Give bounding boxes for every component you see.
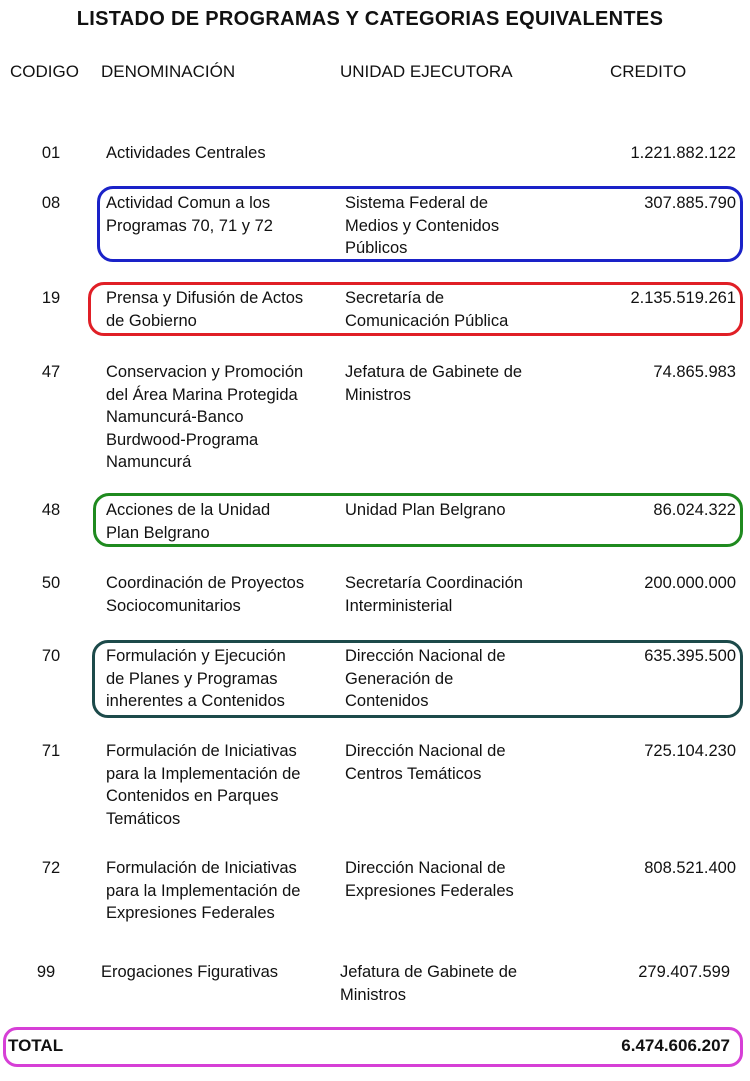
table-row-19-unidad: Secretaría de Comunicación Pública xyxy=(345,289,509,330)
table-row-48-credito: 86.024.322 xyxy=(653,501,736,519)
table-row-50-codigo: 50 xyxy=(41,574,61,592)
table-row-71-denominacion: Formulación de Iniciativas para la Implementación de Contenidos en Parques Temáticos xyxy=(106,742,301,828)
table-row-08-unidad: Sistema Federal de Medios y Contenidos Públicos xyxy=(345,194,500,257)
header-denominacion: DENOMINACIÓN xyxy=(101,62,236,81)
table-row-99-codigo: 99 xyxy=(36,963,56,981)
total-value: 6.474.606.207 xyxy=(621,1036,730,1055)
table-row-70-denominacion: Formulación y Ejecución de Planes y Programas inherentes a Contenidos xyxy=(106,647,286,710)
table-row-19-credito: 2.135.519.261 xyxy=(630,289,736,307)
page-title: LISTADO DE PROGRAMAS Y CATEGORIAS EQUIVALENTES xyxy=(76,8,664,30)
table-row-01-credito: 1.221.882.122 xyxy=(630,144,736,162)
table-row-48-codigo: 48 xyxy=(41,501,61,519)
table-row-47-codigo: 47 xyxy=(41,363,61,381)
table-row-70-codigo: 70 xyxy=(41,647,61,665)
table-row-47-unidad: Jefatura de Gabinete de Ministros xyxy=(345,363,523,404)
table-row-48-denominacion: Acciones de la Unidad Plan Belgrano xyxy=(106,501,271,542)
table-row-71-codigo: 71 xyxy=(41,742,61,760)
table-row-72-denominacion: Formulación de Iniciativas para la Implementación de Expresiones Federales xyxy=(106,859,301,922)
table-row-19-denominacion: Prensa y Difusión de Actos de Gobierno xyxy=(106,289,304,330)
table-row-71-credito: 725.104.230 xyxy=(644,742,736,760)
table-row-70-unidad: Dirección Nacional de Generación de Contenidos xyxy=(345,647,506,710)
table-row-99-unidad: Jefatura de Gabinete de Ministros xyxy=(340,963,518,1004)
table-row-99-denominacion: Erogaciones Figurativas xyxy=(101,963,279,981)
total-label: TOTAL xyxy=(8,1036,64,1055)
table-row-08-credito: 307.885.790 xyxy=(644,194,736,212)
table-row-72-unidad: Dirección Nacional de Expresiones Federales xyxy=(345,859,514,900)
table-row-19-codigo: 19 xyxy=(41,289,61,307)
table-row-47-credito: 74.865.983 xyxy=(653,363,736,381)
header-unidad-ejecutora: UNIDAD EJECUTORA xyxy=(340,62,513,81)
table-row-50-credito: 200.000.000 xyxy=(644,574,736,592)
table-row-50-unidad: Secretaría Coordinación Interministerial xyxy=(345,574,523,615)
table-row-72-credito: 808.521.400 xyxy=(644,859,736,877)
table-row-71-unidad: Dirección Nacional de Centros Temáticos xyxy=(345,742,506,783)
table-row-72-codigo: 72 xyxy=(41,859,61,877)
table-row-08-codigo: 08 xyxy=(41,194,61,212)
table-row-01-denominacion: Actividades Centrales xyxy=(106,144,266,162)
table-row-47-denominacion: Conservacion y Promoción del Área Marina Protegida Namuncurá-Banco Burdwood-Programa Namuncurá xyxy=(106,363,304,471)
header-codigo: CODIGO xyxy=(10,62,79,81)
table-row-48-unidad: Unidad Plan Belgrano xyxy=(345,501,506,519)
table-row-70-credito: 635.395.500 xyxy=(644,647,736,665)
header-credito: CREDITO xyxy=(610,62,687,81)
table-row-99-credito: 279.407.599 xyxy=(638,963,730,981)
table-row-08-denominacion: Actividad Comun a los Programas 70, 71 y 72 xyxy=(106,194,273,235)
table-row-01-codigo: 01 xyxy=(41,144,61,162)
table-row-50-denominacion: Coordinación de Proyectos Sociocomunitarios xyxy=(106,574,305,615)
